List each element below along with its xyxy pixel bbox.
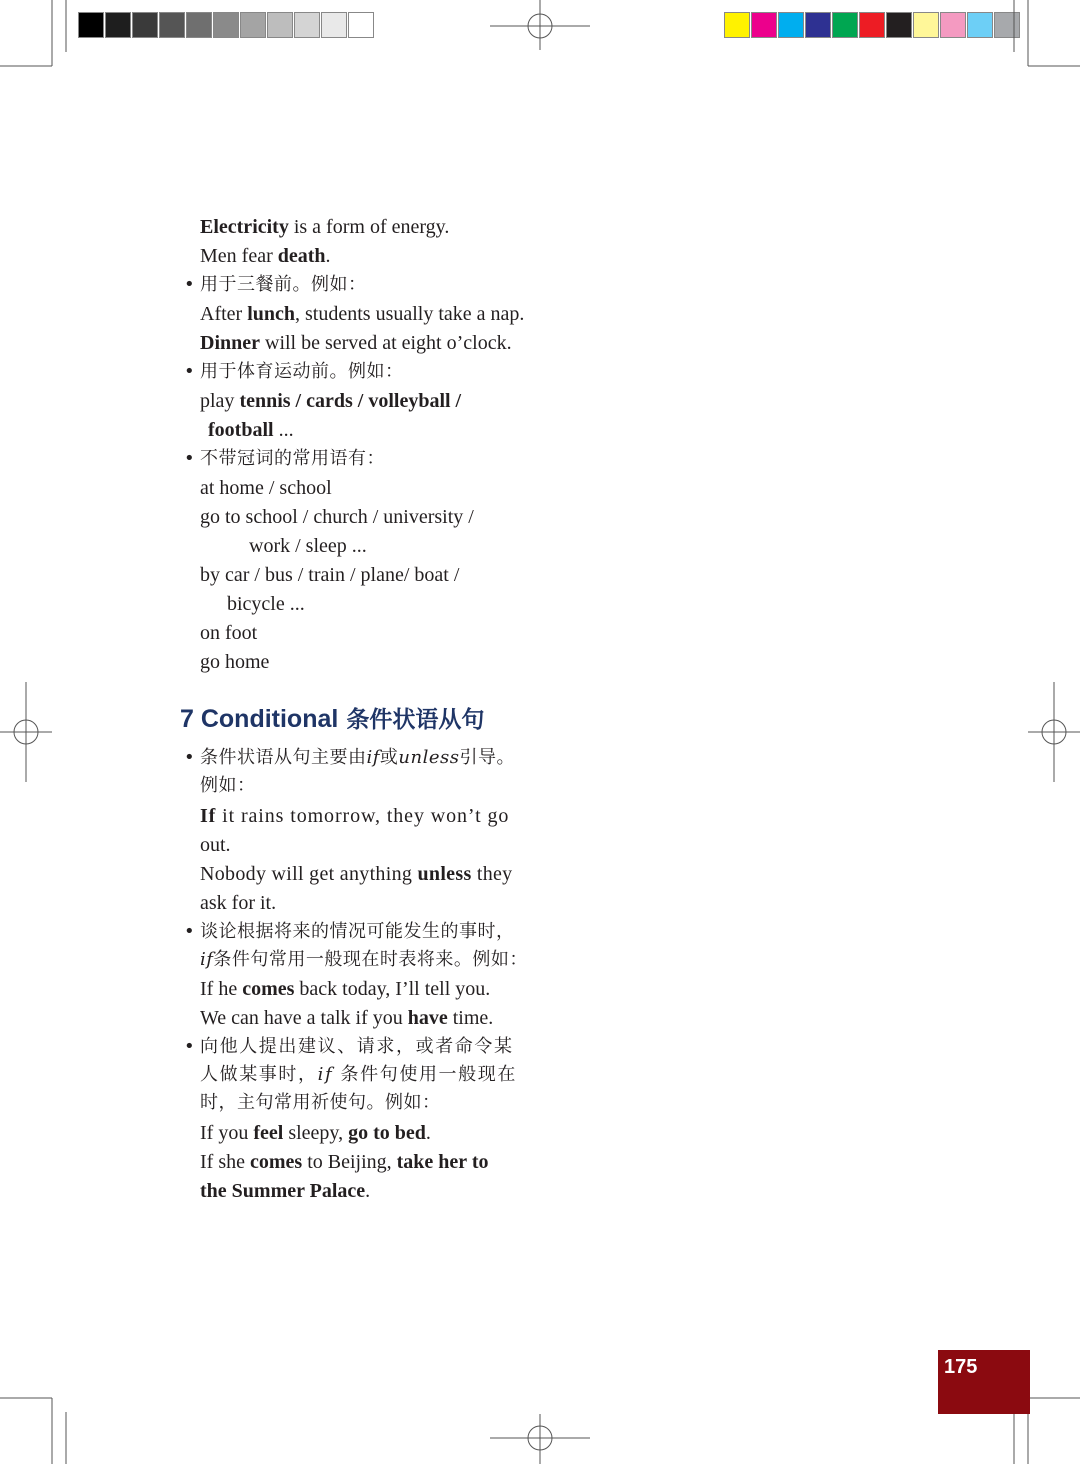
bullet: • (184, 747, 195, 768)
rule-imperative-cont: 人做某事时，if 条件句使用一般现在 (200, 1064, 517, 1085)
page-number: 175 (944, 1356, 978, 1378)
phrase-go-home: go home (200, 651, 270, 673)
rule-if-unless-cont: 例如： (200, 775, 256, 796)
bullet: • (184, 361, 195, 382)
example-play-sports: play tennis / cards / volleyball / (200, 390, 462, 412)
phrase-at-home: at home / school (200, 477, 332, 499)
example-unless: Nobody will get anything unless they (200, 863, 513, 885)
phrase-go-to-school-cont: work / sleep ... (249, 535, 367, 557)
rule-meals: 用于三餐前。例如： (200, 274, 367, 295)
bullet: • (184, 921, 195, 942)
example-electricity: Electricity is a form of energy. (200, 216, 450, 238)
example-beijing: If she comes to Beijing, take her to (200, 1151, 489, 1173)
example-lunch: After lunch, students usually take a nap. (200, 303, 525, 325)
example-if-rains-cont: out. (200, 834, 231, 856)
section-heading: 7 Conditional 条件状语从句 (180, 705, 485, 733)
rule-imperative-cont2: 时，主句常用祈使句。例如： (200, 1092, 441, 1113)
bullet: • (184, 1036, 195, 1057)
page-number-box (938, 1350, 1030, 1414)
bullet: • (184, 274, 195, 295)
example-feel-sleepy: If you feel sleepy, go to bed. (200, 1122, 431, 1144)
example-death: Men fear death. (200, 245, 331, 267)
rule-future-cont: if条件句常用一般现在时表将来。例如： (200, 949, 528, 970)
phrase-go-to-school: go to school / church / university / (200, 506, 474, 528)
rule-future: 谈论根据将来的情况可能发生的事时， (200, 921, 515, 942)
example-comes-back: If he comes back today, I’ll tell you. (200, 978, 491, 1000)
example-play-sports-cont: football ... (208, 419, 294, 441)
rule-sports: 用于体育运动前。例如： (200, 361, 404, 382)
example-if-rains: If it rains tomorrow, they won’t go (200, 805, 510, 827)
rule-if-unless: 条件状语从句主要由if或unless引导。 (200, 747, 515, 768)
rule-no-article: 不带冠词的常用语有： (200, 448, 385, 469)
bullet: • (184, 448, 195, 469)
phrase-by-car: by car / bus / train / plane/ boat / (200, 564, 460, 586)
phrase-on-foot: on foot (200, 622, 258, 644)
example-dinner: Dinner will be served at eight o’clock. (200, 332, 512, 354)
example-have-time: We can have a talk if you have time. (200, 1007, 494, 1029)
phrase-by-car-cont: bicycle ... (227, 593, 305, 615)
example-unless-cont: ask for it. (200, 892, 277, 914)
rule-imperative: 向他人提出建议、请求，或者命令某 (200, 1036, 514, 1057)
example-beijing-cont: the Summer Palace. (200, 1180, 371, 1202)
